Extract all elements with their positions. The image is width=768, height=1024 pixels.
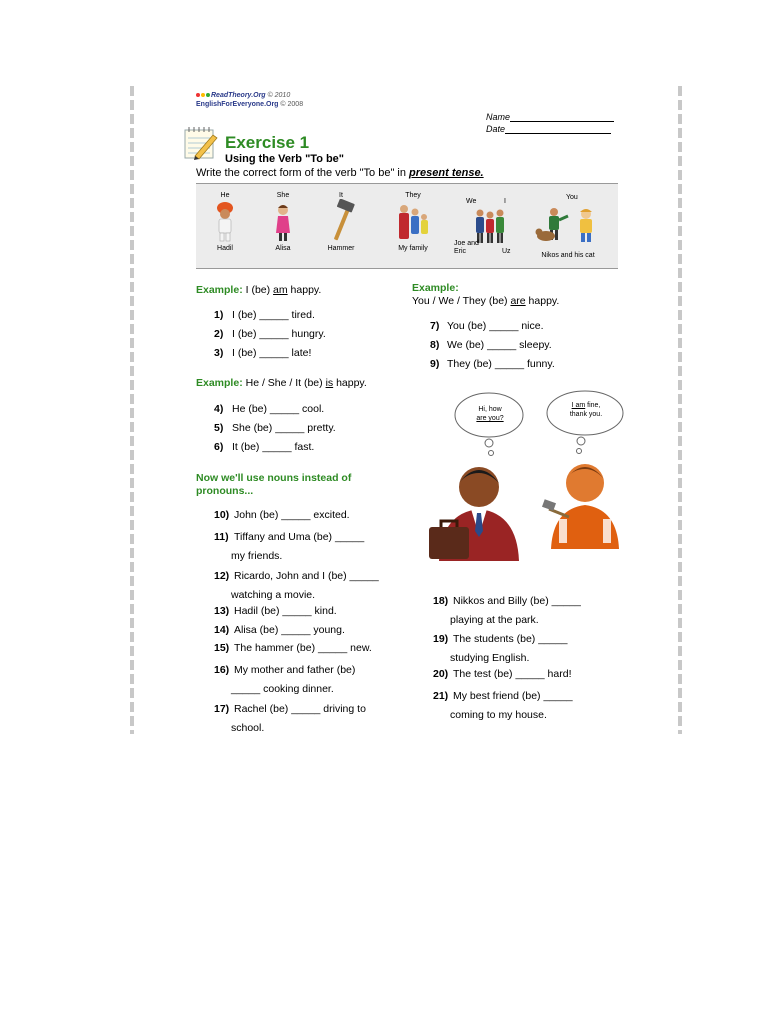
- example-2: [196, 377, 367, 389]
- example-label: Example:: [412, 282, 459, 294]
- example-text-end: happy.: [525, 295, 560, 307]
- question-7[interactable]: [430, 320, 544, 332]
- instruction-emphasis: present tense.: [409, 167, 484, 179]
- question-number: 14): [214, 624, 230, 636]
- question-number: 16): [214, 664, 230, 676]
- pronoun-label-bottom: Alisa: [275, 245, 291, 252]
- question-text: Rachel (be) _____ driving to: [234, 703, 366, 715]
- example-text: You / We / They (be): [412, 295, 511, 307]
- question-11[interactable]: [214, 528, 364, 566]
- example-1: [196, 284, 321, 296]
- example-text: He / She / It (be): [245, 377, 326, 389]
- question-text: John (be) _____ excited.: [234, 509, 350, 521]
- name-field[interactable]: [486, 112, 614, 122]
- question-text-cont: school.: [231, 722, 265, 734]
- question-number: 20): [433, 668, 449, 680]
- question-number: 2): [214, 328, 224, 340]
- girl-icon: [269, 199, 297, 243]
- question-6[interactable]: [214, 441, 314, 453]
- bubble-right-line2: thank you.: [569, 411, 603, 418]
- question-text: The students (be) _____: [453, 633, 568, 645]
- question-9[interactable]: [430, 358, 555, 370]
- question-17[interactable]: [214, 700, 366, 738]
- date-line[interactable]: [505, 133, 611, 134]
- question-5[interactable]: [214, 422, 336, 434]
- exercise-subtitle: Using the Verb "To be": [225, 153, 345, 165]
- question-text-cont: studying English.: [450, 652, 530, 664]
- question-number: 4): [214, 403, 224, 415]
- question-text: It (be) _____ fast.: [232, 441, 315, 453]
- name-line[interactable]: [510, 121, 614, 122]
- pronoun-label-bottom: Nikos and his cat: [541, 252, 595, 259]
- question-12[interactable]: [214, 567, 379, 605]
- example-answer: am: [273, 284, 288, 296]
- question-number: 17): [214, 703, 230, 715]
- question-number: 11): [214, 531, 229, 543]
- question-14[interactable]: [214, 624, 345, 636]
- example-answer: is: [325, 377, 334, 389]
- pronoun-label-bottom-2: Uz: [502, 248, 511, 255]
- question-text: My best friend (be) _____: [453, 690, 573, 702]
- pronoun-label-top: He: [220, 192, 230, 199]
- question-number: 7): [430, 320, 440, 332]
- question-text: She (be) _____ pretty.: [232, 422, 336, 434]
- exercise-title: Exercise 1: [225, 133, 310, 152]
- question-text: Alisa (be) _____ young.: [234, 624, 345, 636]
- pronoun-label-bottom: Hammer: [327, 245, 355, 252]
- question-1[interactable]: [214, 309, 315, 321]
- nouns-heading-line2: pronouns...: [196, 485, 254, 497]
- question-text: You (be) _____ nice.: [447, 320, 544, 332]
- bubble-right-line1: fine,: [585, 402, 601, 409]
- pronoun-label-top: She: [276, 192, 290, 199]
- question-13[interactable]: [214, 605, 337, 617]
- pronoun-strip: [196, 183, 618, 269]
- boy-with-pet-icon: [534, 204, 600, 248]
- example-label: Example:: [196, 284, 243, 296]
- question-number: 6): [214, 441, 224, 453]
- question-21[interactable]: [433, 687, 573, 725]
- question-text-cont: coming to my house.: [450, 709, 547, 721]
- logo-line2-year: © 2008: [280, 101, 304, 108]
- logo-dots-icon: [196, 92, 211, 99]
- pronoun-label-bottom: Hadil: [217, 245, 233, 252]
- question-text-cont: my friends.: [231, 550, 283, 562]
- date-label: Date: [486, 124, 506, 134]
- nouns-heading-line1: Now we'll use nouns instead of: [196, 472, 352, 484]
- question-16[interactable]: [214, 661, 355, 699]
- family-icon: [393, 199, 433, 243]
- bubble-left-answer: are you?: [476, 415, 504, 422]
- nouns-heading: [196, 472, 351, 498]
- question-number: 3): [214, 347, 224, 359]
- bubble-left-line1: Hi, how: [478, 406, 502, 413]
- question-number: 13): [214, 605, 230, 617]
- boy-with-turban-icon: [211, 199, 239, 243]
- question-text: The test (be) _____ hard!: [453, 668, 572, 680]
- hammer-icon: [326, 199, 356, 243]
- question-text: My mother and father (be): [234, 664, 356, 676]
- question-number: 9): [430, 358, 440, 370]
- question-text: I (be) _____ tired.: [232, 309, 315, 321]
- date-field[interactable]: [486, 124, 611, 134]
- site-logo: [196, 91, 303, 109]
- question-number: 1): [214, 309, 224, 321]
- speech-bubble-left: [473, 405, 507, 423]
- question-4[interactable]: [214, 403, 324, 415]
- question-3[interactable]: [214, 347, 311, 359]
- question-text: Nikkos and Billy (be) _____: [453, 595, 581, 607]
- question-number: 10): [214, 509, 230, 521]
- pronoun-label-top: You: [566, 194, 578, 201]
- bubble-right-answer: I am: [571, 402, 586, 409]
- pronoun-label-top: It: [339, 192, 343, 199]
- example-label: Example:: [196, 377, 243, 389]
- question-number: 8): [430, 339, 440, 351]
- question-2[interactable]: [214, 328, 326, 340]
- question-number: 18): [433, 595, 449, 607]
- pronoun-it: [324, 192, 358, 252]
- logo-line2: EnglishForEveryone.Org: [196, 101, 279, 108]
- pronoun-label-top: They: [405, 192, 421, 199]
- example-answer: are: [510, 295, 526, 307]
- speech-bubble-right: [561, 401, 611, 419]
- example-text-end: happy.: [287, 284, 322, 296]
- question-text: Tiffany and Uma (be) _____: [234, 531, 365, 543]
- question-text: Ricardo, John and I (be) _____: [234, 570, 379, 582]
- pronoun-label-bottom: Joe and Eric: [454, 240, 479, 255]
- conversation-illustration: [409, 385, 645, 581]
- question-text-cont: _____ cooking dinner.: [231, 683, 334, 695]
- page-border-right: [678, 86, 682, 734]
- question-number: 5): [214, 422, 224, 434]
- pronoun-she: [268, 192, 298, 252]
- question-text-cont: watching a movie.: [231, 589, 316, 601]
- instruction-text: Write the correct form of the verb "To be" in: [196, 167, 410, 179]
- notepad-pencil-icon: [183, 126, 219, 160]
- page-border-left: [130, 86, 134, 734]
- question-8[interactable]: [430, 339, 552, 351]
- question-text: I (be) _____ hungry.: [232, 328, 326, 340]
- question-text: The hammer (be) _____ new.: [234, 642, 372, 654]
- question-number: 15): [214, 642, 230, 654]
- question-20[interactable]: [433, 668, 572, 680]
- pronoun-label-top-2: I: [504, 198, 506, 205]
- question-19[interactable]: [433, 630, 567, 668]
- question-text: I (be) _____ late!: [232, 347, 312, 359]
- question-15[interactable]: [214, 642, 372, 654]
- question-number: 19): [433, 633, 449, 645]
- question-text: Hadil (be) _____ kind.: [234, 605, 337, 617]
- question-10[interactable]: [214, 509, 350, 521]
- logo-line1-year: © 2010: [267, 92, 291, 99]
- logo-line1: ReadTheory.Org: [211, 92, 266, 99]
- name-label: Name: [486, 112, 511, 122]
- question-text-cont: playing at the park.: [450, 614, 539, 626]
- question-text: We (be) _____ sleepy.: [447, 339, 552, 351]
- question-number: 12): [214, 570, 230, 582]
- example-3: [412, 282, 559, 308]
- pronoun-label-bottom: My family: [398, 245, 428, 252]
- question-text: They (be) _____ funny.: [447, 358, 555, 370]
- question-text: He (be) _____ cool.: [232, 403, 325, 415]
- question-number: 21): [433, 690, 449, 702]
- example-text-end: happy.: [333, 377, 367, 389]
- exercise-instruction: [196, 167, 484, 179]
- pronoun-he: [210, 192, 240, 252]
- pronoun-they: [392, 192, 434, 252]
- question-18[interactable]: [433, 592, 581, 630]
- example-text: I (be): [245, 284, 274, 296]
- pronoun-label-top: We: [466, 198, 477, 205]
